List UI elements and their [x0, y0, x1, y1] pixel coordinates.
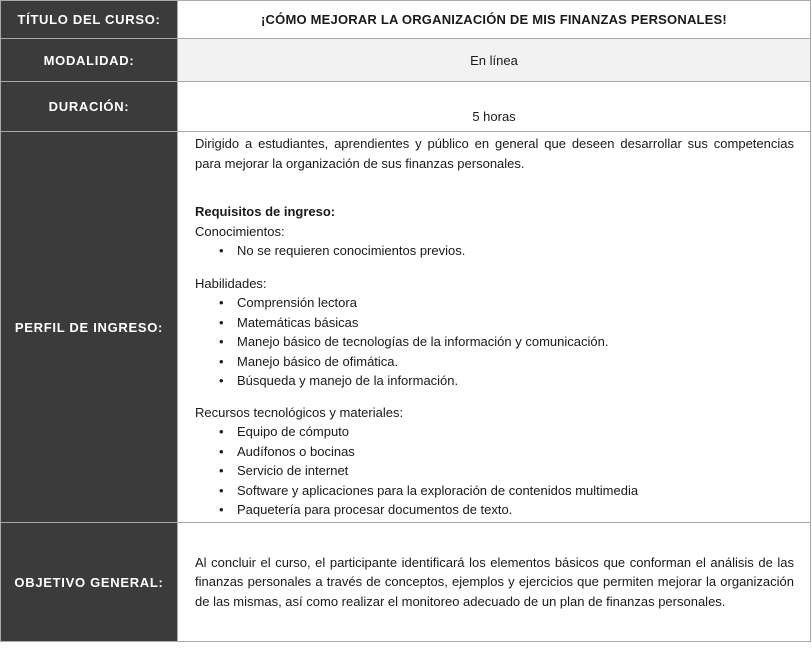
perfil-intro: Dirigido a estudiantes, aprendientes y público en general que deseen desarrollar sus competencias para mejorar la organización de sus finanzas personales.: [195, 136, 794, 171]
row-modalidad: [1, 39, 811, 82]
recursos-list: [195, 422, 794, 520]
label-duracion: DURACIÓN:: [1, 82, 178, 132]
habilidades-heading: Habilidades:: [195, 275, 267, 291]
label-perfil: PERFIL DE INGRESO:: [1, 132, 178, 523]
value-modalidad: En línea: [178, 39, 811, 82]
value-objetivo: Al concluir el curso, el participante identificará los elementos básicos que conforman el análisis de las finanzas personales a través de conceptos, ejemplos y ejercicios que permiten mejorar la organización de las mismas, así como realizar el monitoreo adecuado de un plan de finanzas personales.: [178, 523, 811, 642]
list-item: • Servicio de internet: [237, 461, 794, 481]
list-item: • Manejo básico de tecnologías de la información y comunicación.: [237, 332, 794, 352]
conocimientos-list: [195, 241, 794, 261]
value-duracion: 5 horas: [178, 82, 811, 132]
row-perfil: [1, 132, 811, 523]
row-duracion: [1, 82, 811, 132]
value-perfil: [178, 132, 811, 523]
requisitos-title: Requisitos de ingreso:: [195, 204, 336, 219]
list-item: • Manejo básico de ofimática.: [237, 352, 794, 372]
list-item: • Audífonos o bocinas: [237, 442, 794, 462]
row-objetivo: [1, 523, 811, 642]
habilidades-list: [195, 293, 794, 391]
list-item: • Búsqueda y manejo de la información.: [237, 371, 794, 391]
list-item: • Software y aplicaciones para la exploración de contenidos multimedia: [237, 481, 794, 501]
list-item: • Equipo de cómputo: [237, 422, 794, 442]
row-titulo: [1, 1, 811, 39]
label-objetivo: OBJETIVO GENERAL:: [1, 523, 178, 642]
list-item: • No se requieren conocimientos previos.: [237, 241, 794, 261]
recursos-heading: Recursos tecnológicos y materiales:: [195, 404, 404, 420]
label-modalidad: MODALIDAD:: [1, 39, 178, 82]
label-titulo: TÍTULO DEL CURSO:: [1, 1, 178, 39]
conocimientos-heading: Conocimientos:: [195, 223, 285, 239]
value-titulo: ¡CÓMO MEJORAR LA ORGANIZACIÓN DE MIS FINANZAS PERSONALES!: [178, 1, 811, 39]
list-item: • Paquetería para procesar documentos de texto.: [237, 500, 794, 520]
list-item: • Matemáticas básicas: [237, 313, 794, 333]
list-item: • Comprensión lectora: [237, 293, 794, 313]
